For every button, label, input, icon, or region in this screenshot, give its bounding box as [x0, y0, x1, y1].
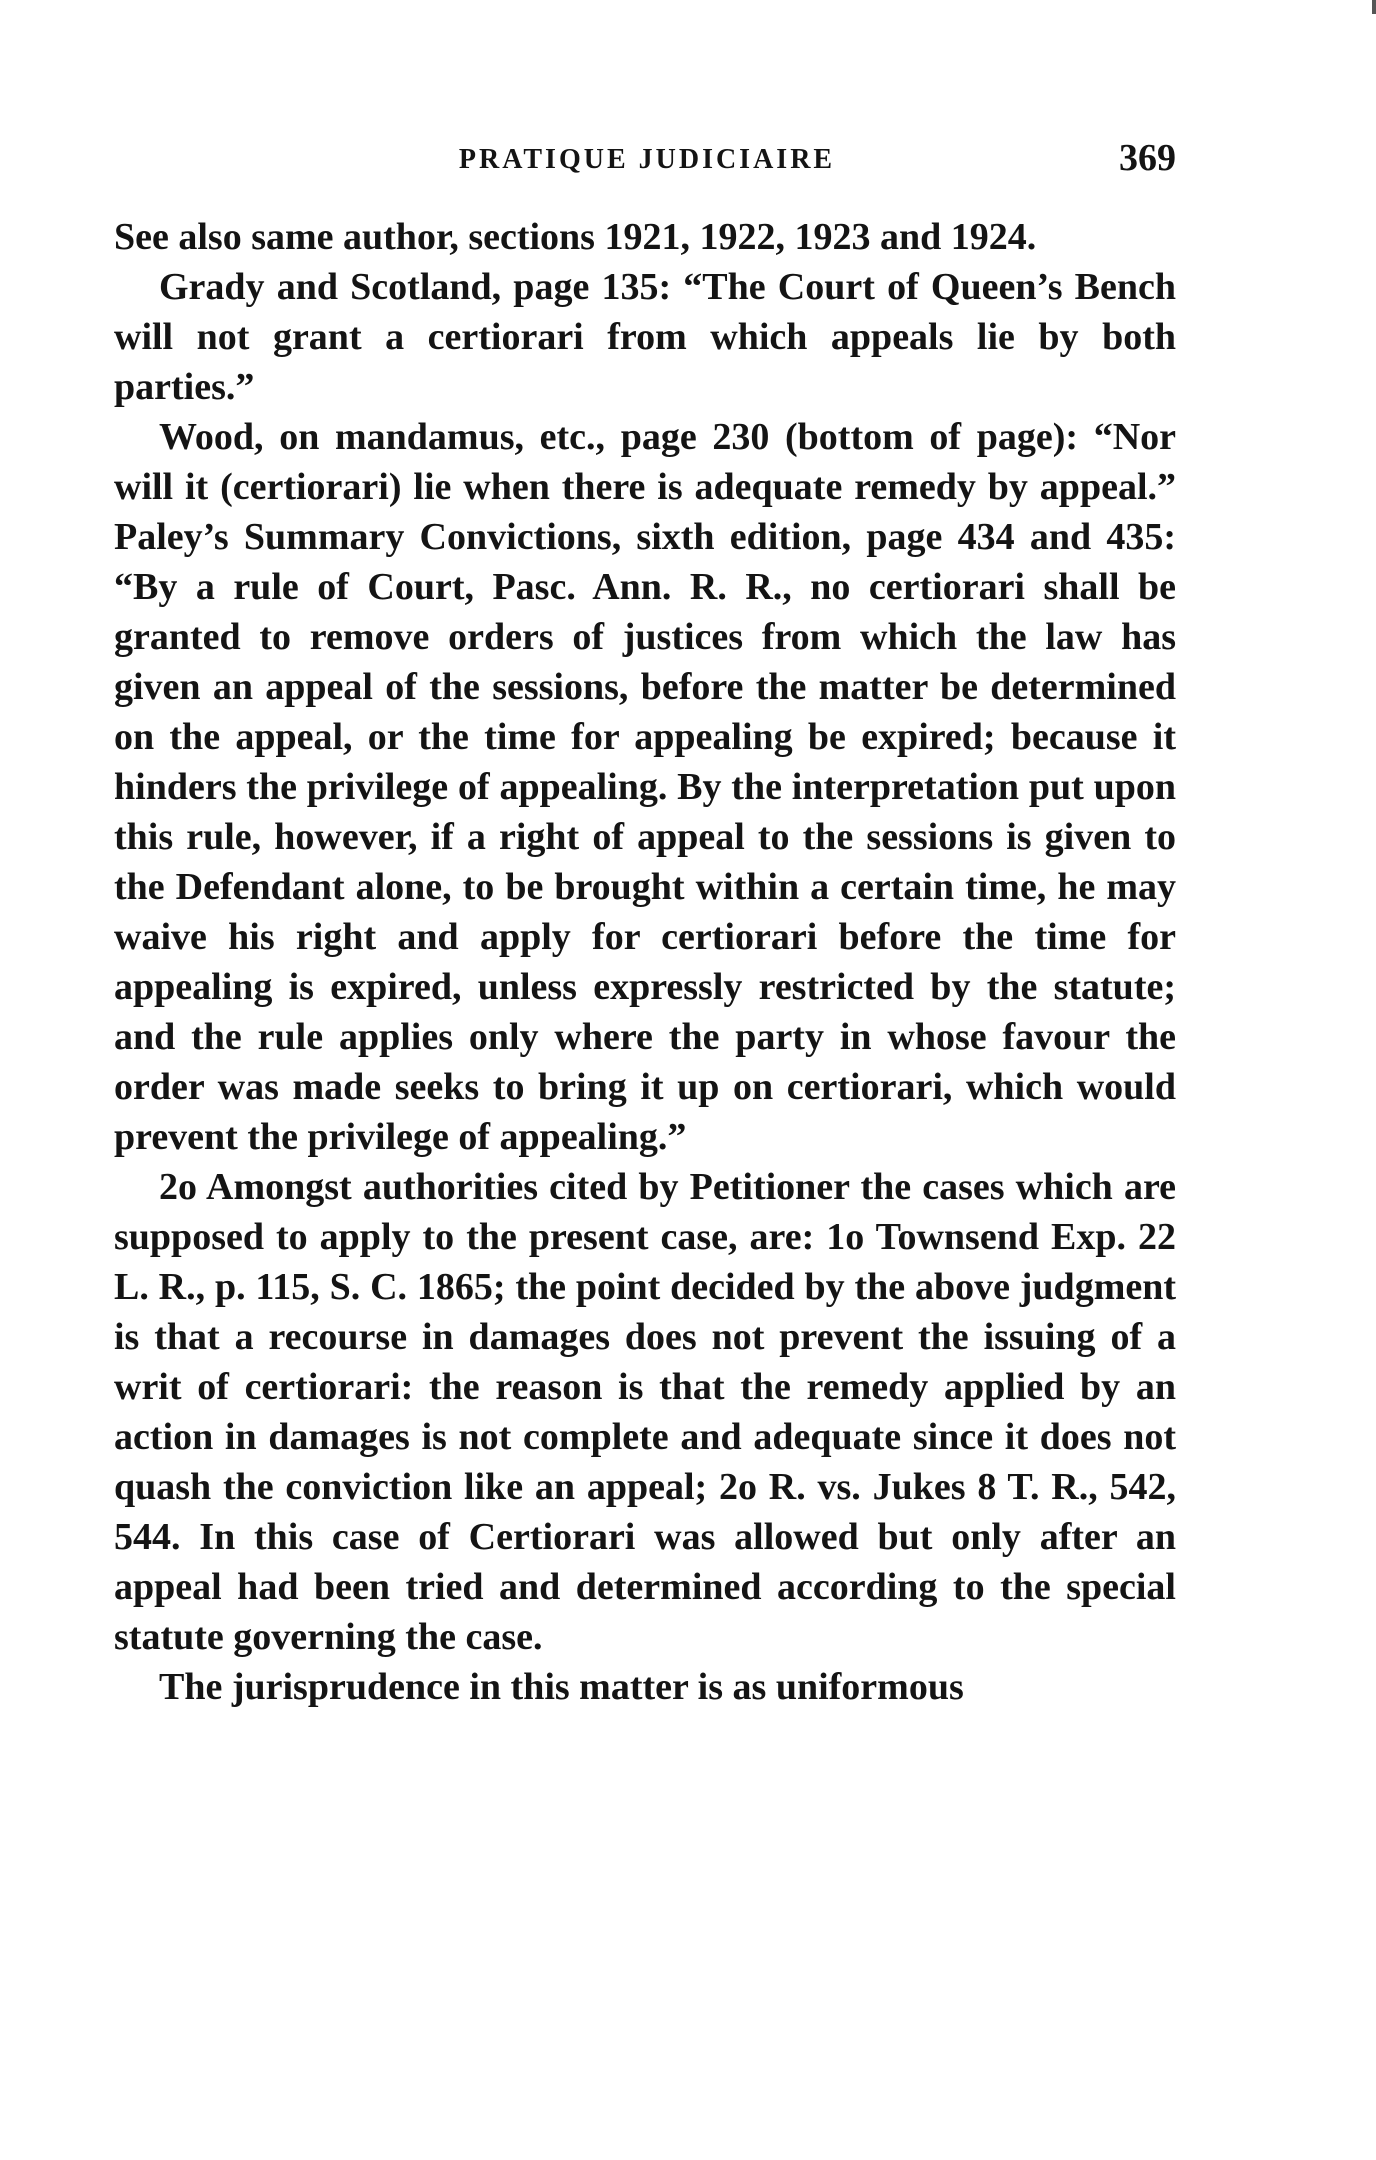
scan-edge-mark	[1372, 0, 1376, 14]
body-text	[114, 212, 1176, 1712]
running-header	[118, 136, 1176, 186]
page-number: 369	[1119, 137, 1176, 179]
paragraph-sections-reference: See also same author, sections 1921, 1922, 1923 and 1924.	[114, 216, 1037, 258]
paragraph-jurisprudence: The jurisprudence in this matter is as uniformous	[159, 1666, 964, 1708]
running-title: PRATIQUE JUDICIAIRE	[458, 144, 836, 175]
paragraph-authorities-cited: 2o Amongst authorities cited by Petitioner the cases which are supposed to apply to the present case, are: 1o Townsend Exp. 22 L. R., p. 115, S. C. 1865; the point decided by the above judgment is that a recourse in damages does not prevent the issuing of a writ of certiorari: the reason is that the remedy applied by an action in damages is not complete and adequate since it does not quash the conviction like an appeal; 2o R. vs. Jukes 8 T. R., 542, 544. In this case of Certiorari was allowed but only after an appeal had been tried and determined according to the special statute governing the case.	[114, 1166, 1176, 1658]
paragraph-wood-paley: Wood, on mandamus, etc., page 230 (bottom of page): “Nor will it (certiorari) lie when there is adequate remedy by appeal.” Paley’s Summary Convictions, sixth edition, page 434 and 435: “By a rule of Court, Pasc. Ann. R. R., no certiorari shall be granted to remove orders of justices from which the law has given an appeal of the sessions, before the matter be determined on the appeal, or the time for appealing be expired; because it hinders the privilege of appealing. By the interpretation put upon this rule, however, if a right of appeal to the sessions is given to the Defendant alone, to be brought within a certain time, he may waive his right and apply for certiorari before the time for appealing is expired, unless expressly restricted by the statute; and the rule applies only where the party in whose favour the order was made seeks to bring it up on certiorari, which would prevent the privilege of appealing.”	[114, 416, 1176, 1158]
paragraph-grady-scotland: Grady and Scotland, page 135: “The Court of Queen’s Bench will not grant a certiorari from which appeals lie by both parties.”	[114, 266, 1176, 408]
